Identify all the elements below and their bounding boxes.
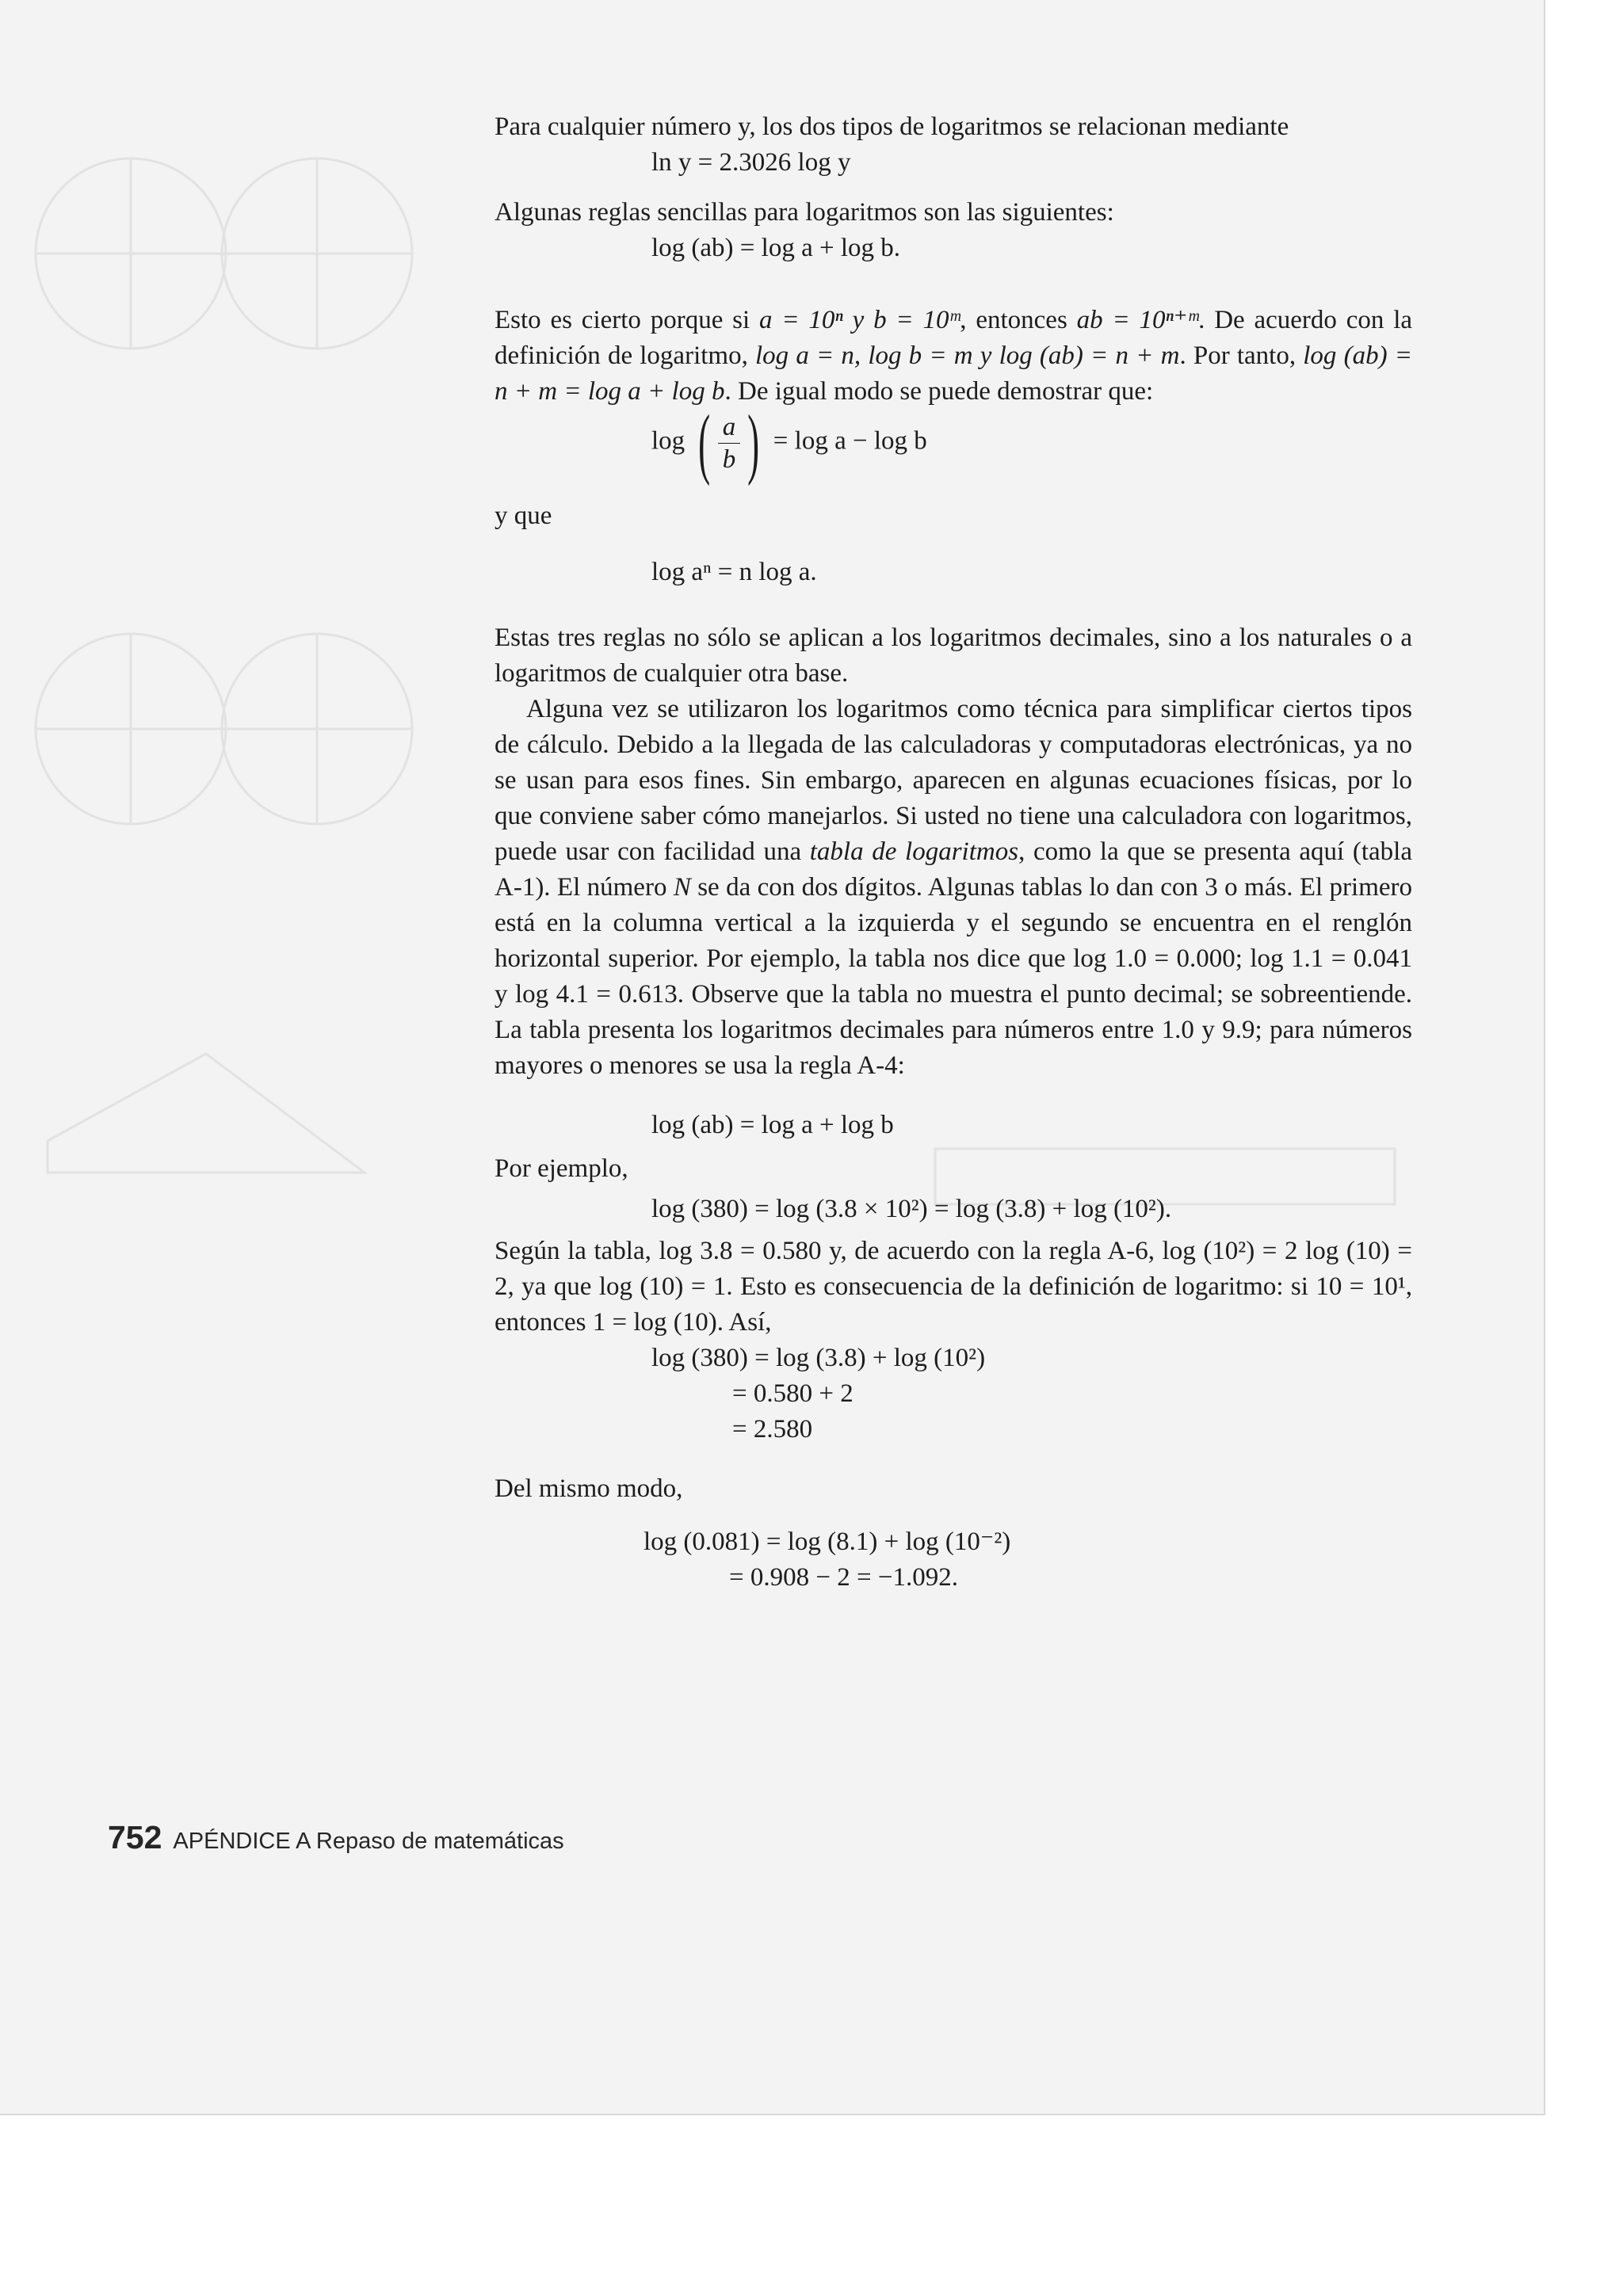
- equation-quotient-rule: log ( $\frac{a}{b}$ ) = log a − log b: [651, 399, 927, 486]
- equation-example-3-line-2: = 0.908 − 2 = −1.092.: [729, 1563, 958, 1592]
- equation-product-rule: log (ab) = log a + log b.: [651, 234, 900, 262]
- page-number: 752: [108, 1819, 162, 1855]
- paragraph-4: y que: [495, 502, 552, 530]
- page-footer: [108, 1819, 564, 1856]
- paragraph-3: Esto es cierto porque si a = 10ⁿ y b = 10ᵐ, entonces ab = 10ⁿ⁺ᵐ. De acuerdo con la definición de logaritmo, log a = n, log b = m y log (ab) = n + m. Por tanto, log (ab) = n + m = log a + log b. De igual modo se puede demostrar que:: [495, 306, 1413, 406]
- equation-rule-a4: log (ab) = log a + log b: [651, 1111, 894, 1139]
- paragraph-7: Por ejemplo,: [495, 1154, 628, 1183]
- paragraph-5: Estas tres reglas no sólo se aplican a los logaritmos decimales, sino a los naturales o a logaritmos de cualquier otra base.: [495, 624, 1412, 688]
- paragraph-8: Según la tabla, log 3.8 = 0.580 y, de acuerdo con la regla A-6, log (10²) = 2 log (10) = 2, ya que log (10) = 1. Esto es consecuencia de la definición de logaritmo: si 10 = 10¹, entonces 1 = log (10). Así,: [495, 1237, 1412, 1337]
- equation-example-1: log (380) = log (3.8 × 10²) = log (3.8) + log (10²).: [651, 1195, 1172, 1223]
- ghost-triangle: [48, 1054, 365, 1173]
- paragraph-9: Del mismo modo,: [495, 1474, 683, 1503]
- paragraph-2: Algunas reglas sencillas para logaritmos son las siguientes:: [495, 198, 1114, 227]
- equation-example-2-line-2: = 0.580 + 2: [732, 1379, 854, 1408]
- equation-ln: ln y = 2.3026 log y: [651, 148, 851, 177]
- equation-example-3-line-1: log (0.081) = log (8.1) + log (10⁻²): [643, 1527, 1011, 1556]
- paragraph-6: Alguna vez se utilizaron los logaritmos como técnica para simplificar ciertos tipos de cálculo. Debido a la llegada de las calculadoras y computadoras electrónicas, ya no se usan para esos fines. Sin embargo, aparecen en algunas ecuaciones físicas, por lo que conviene saber cómo manejarlos. Si usted no tiene una calculadora con logaritmos, puede usar con facilidad una tabla de logaritmos, como la que se presenta aquí (tabla A-1). El número N se da con dos dígitos. Algunas tablas lo dan con 3 o más. El primero está en la columna vertical a la izquierda y el segundo se encuentra en el renglón horizontal superior. Por ejemplo, la tabla nos dice que log 1.0 = 0.000; log 1.1 = 0.041 y log 4.1 = 0.613. Observe que la tabla no muestra el punto decimal; se sobreentiende. La tabla presenta los logaritmos decimales para números entre 1.0 y 9.9; para números mayores o menores se usa la regla A-4:: [495, 695, 1412, 1080]
- equation-example-2-line-3: = 2.580: [732, 1415, 813, 1444]
- equation-example-2-line-1: log (380) = log (3.8) + log (10²): [651, 1344, 986, 1372]
- paragraph-1: Para cualquier número y, los dos tipos de logaritmos se relacionan mediante: [495, 113, 1289, 141]
- body-text: [495, 109, 1412, 1596]
- fraction-a-over-b: $\frac{a}{b}$: [718, 411, 741, 475]
- equation-power-rule: log aⁿ = n log a.: [651, 558, 817, 586]
- running-footer-label: APÉNDICE A Repaso de matemáticas: [173, 1829, 564, 1854]
